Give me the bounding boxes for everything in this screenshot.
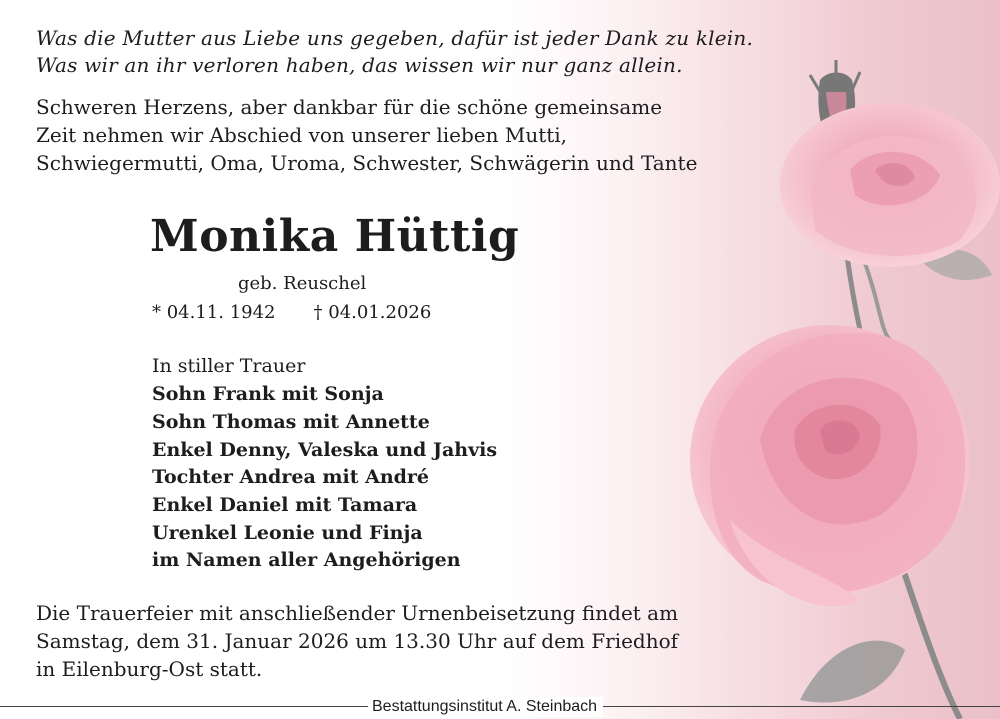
mourner-line: Tochter Andrea mit André [152,466,430,488]
life-dates [152,302,431,323]
intro-line-1: Schweren Herzens, aber dankbar für die schöne gemeinsame [36,95,663,119]
death-date: † 04.01.2026 [313,302,432,323]
mourner-line: Urenkel Leonie und Finja [152,522,423,544]
intro-line-3: Schwiegermutti, Oma, Uroma, Schwester, Schwägerin und Tante [36,151,698,175]
mourner-line: Enkel Denny, Valeska und Jahvis [152,439,498,461]
mourner-line: Enkel Daniel mit Tamara [152,494,418,516]
mourner-line: Sohn Frank mit Sonja [152,383,384,405]
undertaker-name: Bestattungsinstitut A. Steinbach [368,697,603,717]
birth-date: * 04.11. 1942 [152,302,276,323]
mourner-line: Sohn Thomas mit Annette [152,411,430,433]
quote-line-2: Was wir an ihr verloren haben, das wissen wir nur ganz allein. [36,53,683,77]
intro-line-2: Zeit nehmen wir Abschied von unserer lieben Mutti, [36,123,568,147]
funeral-line-3: in Eilenburg-Ost statt. [36,657,263,681]
deceased-name: Monika Hüttig [150,211,520,262]
funeral-line-1: Die Trauerfeier mit anschließender Urnenbeisetzung findet am [36,601,679,625]
mourner-line: im Namen aller Angehörigen [152,549,461,571]
mourners-heading: In stiller Trauer [152,355,306,377]
quote-line-1: Was die Mutter aus Liebe uns gegeben, dafür ist jeder Dank zu klein. [36,26,754,50]
funeral-line-2: Samstag, dem 31. Januar 2026 um 13.30 Uhr auf dem Friedhof [36,629,679,653]
birth-name: geb. Reuschel [238,273,367,294]
